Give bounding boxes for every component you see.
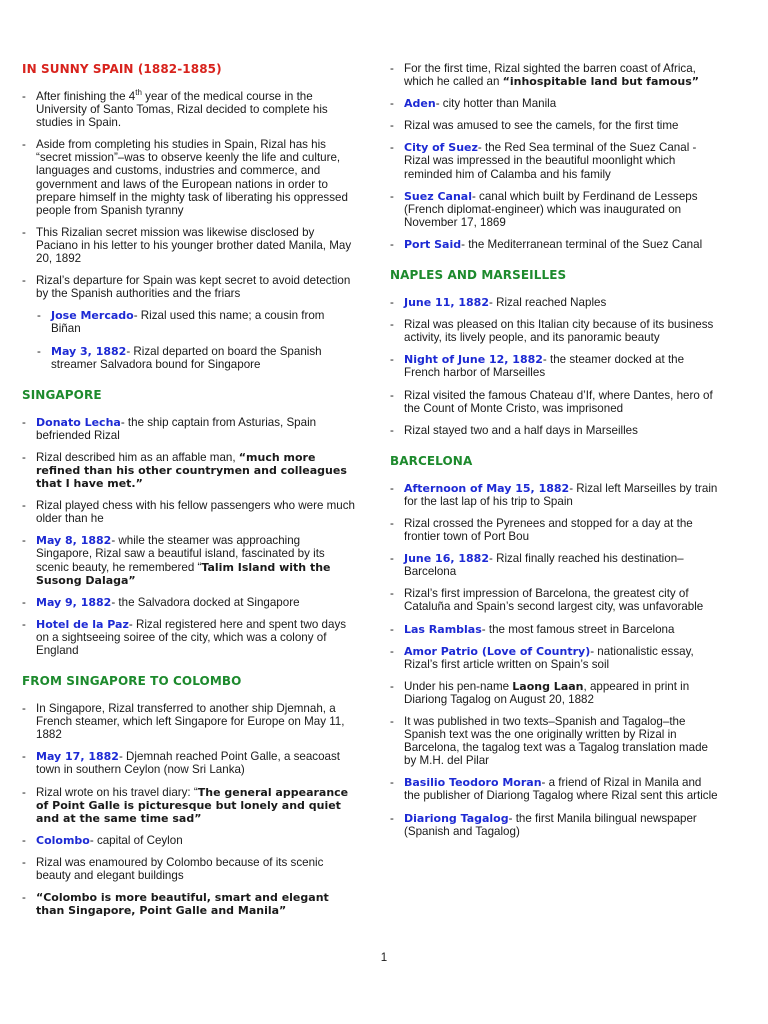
list-item: - Under his pen-name Laong Laan, appeared in print in Diariong Tagalog on August 20, 1882: [390, 680, 718, 706]
list-item: - Aside from completing his studies in Spain, Rizal has his “secret mission”–was to observe keenly the life and culture, languages and customs, industries and commerce, and government and laws of the European nations in order to prepare himself in the mighty task of liberating his oppressed people from Spanish tyranny: [22, 138, 357, 217]
list-item: - Aden- city hotter than Manila: [390, 97, 718, 110]
list-item: - Afternoon of May 15, 1882- Rizal left Marseilles by train for the last lap of his trip to Spain: [390, 482, 718, 508]
list-item: - In Singapore, Rizal transferred to another ship Djemnah, a French steamer, which left Singapore for Europe on May 11, 1882: [22, 702, 357, 741]
term: Diariong Tagalog: [404, 811, 509, 825]
sub-list-item: - May 3, 1882- Rizal departed on board the Spanish streamer Salvadora bound for Singapore: [37, 345, 357, 371]
term: Suez Canal: [404, 189, 472, 203]
section-heading-singapore-to-colombo: FROM SINGAPORE TO COLOMBO: [22, 674, 242, 689]
list-item: - This Rizalian secret mission was likewise disclosed by Paciano in his letter to his younger brother dated Manila, May 20, 1892: [22, 226, 357, 265]
list-item: - After finishing the 4th year of the medical course in the University of Santo Tomas, Rizal decided to complete his studies in Spain.: [22, 90, 357, 129]
list-item: - Las Ramblas- the most famous street in Barcelona: [390, 623, 718, 636]
list-item: - Rizal was enamoured by Colombo because of its scenic beauty and elegant buildings: [22, 856, 357, 882]
list-item: - Amor Patrio (Love of Country)- nationalistic essay, Rizal’s first article written on Spain’s soil: [390, 645, 718, 671]
term: Hotel de la Paz: [36, 617, 129, 631]
term: Aden: [404, 97, 436, 111]
list-item: - Rizal’s first impression of Barcelona, the greatest city of Cataluña and Spain’s second largest city, was unfavorable: [390, 587, 718, 613]
term: Basilio Teodoro Moran: [404, 776, 542, 790]
term: May 9, 1882: [36, 595, 112, 609]
list-item: - Rizal was pleased on this Italian city because of its business activity, its lively people, and its panoramic beauty: [390, 318, 718, 344]
term: Colombo: [36, 833, 90, 847]
list-item: - Night of June 12, 1882- the steamer docked at the French harbor of Marseilles: [390, 353, 718, 379]
term: Amor Patrio (Love of Country): [404, 644, 591, 658]
section-heading-singapore: SINGAPORE: [22, 387, 102, 402]
term: Las Ramblas: [404, 622, 482, 636]
list-item: - May 9, 1882- the Salvadora docked at Singapore: [22, 596, 357, 609]
right-column: [390, 62, 718, 847]
list-item: - Port Said- the Mediterranean terminal of the Suez Canal: [390, 238, 718, 251]
term: June 11, 1882: [404, 296, 489, 310]
list-item: - Rizal described him as an affable man, “much more refined than his other countrymen and colleagues that I have met.”: [22, 451, 357, 490]
list-item: - Rizal crossed the Pyrenees and stopped for a day at the frontier town of Port Bou: [390, 517, 718, 543]
list-item: - Donato Lecha- the ship captain from Asturias, Spain befriended Rizal: [22, 416, 357, 442]
term: City of Suez: [404, 141, 478, 155]
list-item: - Rizal stayed two and a half days in Marseilles: [390, 424, 718, 437]
list-item: - May 17, 1882- Djemnah reached Point Galle, a seacoast town in southern Ceylon (now Sri Lanka): [22, 750, 357, 776]
term: Afternoon of May 15, 1882: [404, 481, 570, 495]
list-item: - Colombo- capital of Ceylon: [22, 834, 357, 847]
list-item: - Basilio Teodoro Moran- a friend of Rizal in Manila and the publisher of Diariong Tagalog where Rizal sent this article: [390, 776, 718, 802]
list-item: - City of Suez- the Red Sea terminal of the Suez Canal -Rizal was impressed in the beautiful moonlight which reminded him of Calamba and his family: [390, 141, 718, 180]
sub-list-item: - Jose Mercado- Rizal used this name; a cousin from Biñan: [37, 309, 357, 335]
list-item: - Rizal’s departure for Spain was kept secret to avoid detection by the Spanish authorities and the friars: [22, 274, 357, 300]
list-item: - Diariong Tagalog- the first Manila bilingual newspaper (Spanish and Tagalog): [390, 812, 718, 838]
term: May 3, 1882: [51, 344, 127, 358]
term: May 8, 1882: [36, 534, 112, 548]
list-item: - “Colombo is more beautiful, smart and elegant than Singapore, Point Galle and Manila”: [22, 891, 357, 917]
term: Jose Mercado: [51, 309, 134, 323]
section-heading-barcelona: BARCELONA: [390, 453, 473, 468]
term: Donato Lecha: [36, 415, 121, 429]
page-number: 1: [380, 952, 388, 964]
list-item: - Rizal wrote on his travel diary: “The general appearance of Point Galle is picturesque but lonely and quiet and at the same time sad”: [22, 786, 357, 825]
term: Port Said: [404, 237, 462, 251]
list-item: - Suez Canal- canal which built by Ferdinand de Lesseps (French diplomat-engineer) which was inaugurated on November 17, 1869: [390, 190, 718, 229]
section-heading-naples-marseilles: NAPLES AND MARSEILLES: [390, 268, 567, 283]
list-item: - June 16, 1882- Rizal finally reached his destination–Barcelona: [390, 552, 718, 578]
list-item: - It was published in two texts–Spanish and Tagalog–the Spanish text was the one originally written by Rizal in Barcelona, the tagalog text was a Tagalog translation made by M.H. del Pilar: [390, 715, 718, 767]
term: May 17, 1882: [36, 750, 119, 764]
term: June 16, 1882: [404, 552, 489, 566]
section-heading-sunny-spain: IN SUNNY SPAIN (1882-1885): [22, 62, 222, 76]
list-item: - Rizal played chess with his fellow passengers who were much older than he: [22, 499, 357, 525]
list-item: - June 11, 1882- Rizal reached Naples: [390, 296, 718, 309]
list-item: - May 8, 1882- while the steamer was approaching Singapore, Rizal saw a beautiful island, fascinated by its scenic beauty, he remembered “Talim Island with the Susong Dalaga”: [22, 534, 357, 586]
list-item: - For the first time, Rizal sighted the barren coast of Africa, which he called an “inhospitable land but famous”: [390, 62, 718, 88]
left-column: [22, 62, 357, 926]
list-item: - Rizal was amused to see the camels, for the first time: [390, 119, 718, 132]
term: Night of June 12, 1882: [404, 353, 543, 367]
list-item: - Rizal visited the famous Chateau d’If, where Dantes, hero of the Count of Monte Cristo, was imprisoned: [390, 389, 718, 415]
list-item: - Hotel de la Paz- Rizal registered here and spent two days on a sightseeing soiree of the city, which was a colony of England: [22, 618, 357, 657]
